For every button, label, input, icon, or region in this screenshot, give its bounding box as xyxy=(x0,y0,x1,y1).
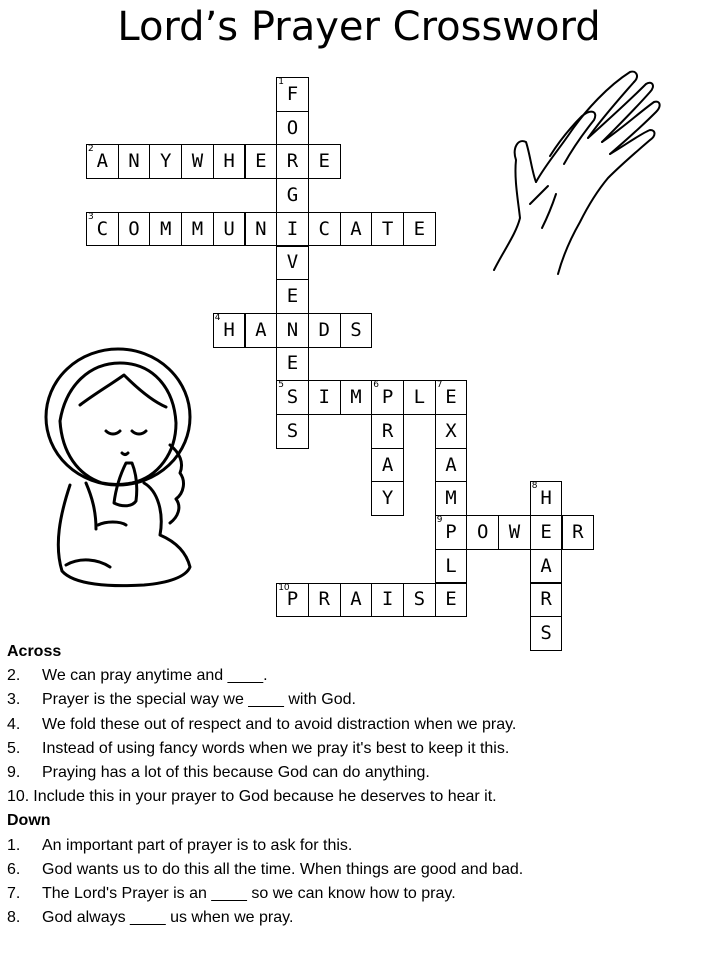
grid-cell[interactable] xyxy=(403,380,436,415)
cell-letter: S xyxy=(286,386,299,409)
grid-cell[interactable] xyxy=(562,515,595,550)
cell-letter: R xyxy=(381,419,394,442)
grid-cell[interactable] xyxy=(276,414,309,449)
cell-letter: O xyxy=(286,116,299,139)
cell-letter: H xyxy=(223,318,235,341)
cell-letter: L xyxy=(413,386,426,409)
grid-cell[interactable] xyxy=(276,144,309,179)
cell-letter: O xyxy=(128,217,140,240)
cell-letter: F xyxy=(286,82,299,105)
cell-letter: S xyxy=(350,318,362,341)
grid-cell[interactable] xyxy=(530,583,563,618)
clue-row xyxy=(7,761,707,785)
cell-letter: C xyxy=(318,217,330,240)
grid-cell[interactable] xyxy=(276,583,309,618)
page-title: Lord’s Prayer Crossword xyxy=(117,4,601,50)
cell-letter: R xyxy=(286,150,299,173)
cell-letter: G xyxy=(286,183,299,206)
clue-number: 4 xyxy=(214,312,221,323)
clue-num: 8. xyxy=(7,909,21,927)
clue-num: 2. xyxy=(7,667,21,685)
cell-letter: A xyxy=(350,588,362,611)
clue-number: 8 xyxy=(531,481,538,492)
cell-letter: C xyxy=(96,217,109,240)
clue-num: 6. xyxy=(7,860,21,878)
clue-row xyxy=(7,882,707,906)
clue-row xyxy=(7,858,707,882)
cell-letter: P xyxy=(445,520,457,543)
grid-cell[interactable] xyxy=(466,515,499,550)
cell-letter: X xyxy=(445,419,457,442)
grid-cell[interactable] xyxy=(435,549,468,584)
clue-text: We can pray anytime and ____. xyxy=(42,667,268,685)
grid-cell[interactable] xyxy=(371,212,404,247)
clue-num: 9. xyxy=(7,764,21,782)
grid-cell[interactable] xyxy=(435,481,468,516)
cell-letter: E xyxy=(413,217,426,240)
grid-cell[interactable] xyxy=(530,515,563,550)
clue-number: 6 xyxy=(373,380,380,391)
cell-letter: S xyxy=(413,588,426,611)
clue-row xyxy=(7,688,707,712)
cell-letter: E xyxy=(540,520,552,543)
clue-num: 1. xyxy=(7,836,21,854)
cell-letter: D xyxy=(318,318,330,341)
grid-cell[interactable] xyxy=(340,212,373,247)
clue-text: An important part of prayer is to ask for this. xyxy=(42,836,353,854)
cell-letter: I xyxy=(286,217,299,240)
cell-letter: V xyxy=(286,251,299,274)
grid-cell[interactable] xyxy=(308,212,341,247)
grid-cell[interactable] xyxy=(276,212,309,247)
cell-letter: S xyxy=(286,419,299,442)
clue-num: 4. xyxy=(7,715,21,733)
clue-text: Include this in your prayer to God because he deserves to hear it. xyxy=(33,788,497,806)
clue-text: Praying has a lot of this because God can do anything. xyxy=(42,764,430,782)
grid-cell[interactable] xyxy=(530,481,563,516)
cell-letter: R xyxy=(318,588,330,611)
cell-letter: H xyxy=(223,150,235,173)
grid-cell[interactable] xyxy=(435,414,468,449)
cell-letter: S xyxy=(540,622,552,645)
grid-cell[interactable] xyxy=(435,448,468,483)
clue-number: 1 xyxy=(278,77,284,87)
grid-cell[interactable] xyxy=(340,583,373,618)
cell-letter: A xyxy=(445,453,457,476)
cell-letter: Y xyxy=(381,487,394,510)
clue-text: God always ____ us when we pray. xyxy=(42,909,294,927)
grid-cell[interactable] xyxy=(498,515,531,550)
grid-cell[interactable] xyxy=(181,144,214,179)
grid-cell[interactable] xyxy=(276,77,309,112)
clue-number: 5 xyxy=(278,380,284,391)
cell-letter: A xyxy=(255,318,267,341)
grid-cell[interactable] xyxy=(371,583,404,618)
grid-cell[interactable] xyxy=(308,380,341,415)
clue-num: 5. xyxy=(7,739,21,757)
grid-cell[interactable] xyxy=(371,380,404,415)
grid-cell[interactable] xyxy=(86,212,119,247)
grid-cell[interactable] xyxy=(403,583,436,618)
cell-letter: N xyxy=(255,217,267,240)
clue-number: 9 xyxy=(436,515,443,526)
grid-cell[interactable] xyxy=(276,178,309,213)
cell-letter: E xyxy=(255,150,267,173)
clue-text: Prayer is the special way we ____ with God. xyxy=(42,691,356,709)
clue-row xyxy=(7,713,707,737)
cell-letter: A xyxy=(381,453,394,476)
cell-letter: M xyxy=(160,217,172,240)
grid-cell[interactable] xyxy=(371,448,404,483)
clue-row xyxy=(7,664,707,688)
cell-letter: E xyxy=(445,386,457,409)
cell-letter: R xyxy=(572,520,584,543)
cell-letter: E xyxy=(318,150,330,173)
cell-letter: I xyxy=(318,386,330,409)
cell-letter: P xyxy=(381,386,394,409)
praying-girl-illustration xyxy=(40,345,210,595)
cell-letter: A xyxy=(96,150,109,173)
grid-cell[interactable] xyxy=(276,380,309,415)
clue-text: The Lord's Prayer is an ____ so we can know how to pray. xyxy=(42,885,456,903)
cell-letter: M xyxy=(191,217,204,240)
grid-cell[interactable] xyxy=(308,144,341,179)
cell-letter: I xyxy=(381,588,394,611)
grid-cell[interactable] xyxy=(276,246,309,281)
clue-row xyxy=(7,906,707,930)
clue-row xyxy=(7,737,707,761)
grid-cell[interactable] xyxy=(340,380,373,415)
grid-cell[interactable] xyxy=(213,313,246,348)
grid-cell[interactable] xyxy=(181,212,214,247)
cell-letter: W xyxy=(508,520,521,543)
grid-cell[interactable] xyxy=(245,144,278,179)
cell-letter: T xyxy=(381,217,394,240)
grid-cell[interactable] xyxy=(276,347,309,382)
grid-cell[interactable] xyxy=(371,481,404,516)
clues-section xyxy=(7,640,707,930)
cell-letter: N xyxy=(286,318,299,341)
cell-letter: E xyxy=(286,352,299,375)
clue-number: 10 xyxy=(278,582,290,593)
cell-letter: N xyxy=(128,150,140,173)
cell-letter: M xyxy=(350,386,362,409)
grid-cell[interactable] xyxy=(118,212,151,247)
grid-cell[interactable] xyxy=(276,279,309,314)
grid-cell[interactable] xyxy=(118,144,151,179)
cell-letter: L xyxy=(445,554,457,577)
grid-cell[interactable] xyxy=(308,313,341,348)
down-clue-list xyxy=(7,834,707,931)
cell-letter: W xyxy=(191,150,204,173)
across-clue-list xyxy=(7,664,707,809)
grid-cell[interactable] xyxy=(245,212,278,247)
grid-cell[interactable] xyxy=(276,313,309,348)
grid-cell[interactable] xyxy=(308,583,341,618)
cell-letter: R xyxy=(540,588,552,611)
clue-num: 10. xyxy=(7,788,30,806)
cell-letter: P xyxy=(286,588,299,611)
grid-cell[interactable] xyxy=(213,144,246,179)
clue-text: We fold these out of respect and to avoid distraction when we pray. xyxy=(42,715,517,733)
grid-cell[interactable] xyxy=(435,583,468,618)
grid-cell[interactable] xyxy=(213,212,246,247)
cell-letter: A xyxy=(540,554,552,577)
clue-num: 3. xyxy=(7,691,21,709)
grid-cell[interactable] xyxy=(435,380,468,415)
grid-cell[interactable] xyxy=(530,549,563,584)
clue-row xyxy=(7,834,707,858)
praying-hands-illustration xyxy=(490,68,670,278)
down-heading: Down xyxy=(7,812,51,830)
clue-text: Instead of using fancy words when we pray it's best to keep it this. xyxy=(42,739,510,757)
grid-cell[interactable] xyxy=(371,414,404,449)
clue-number: 2 xyxy=(88,144,94,155)
cell-letter: E xyxy=(286,285,299,308)
cell-letter: H xyxy=(540,487,552,510)
grid-cell[interactable] xyxy=(149,144,182,179)
cell-letter: A xyxy=(350,217,362,240)
clue-number: 7 xyxy=(436,380,443,391)
grid-cell[interactable] xyxy=(245,313,278,348)
grid-cell[interactable] xyxy=(276,111,309,146)
clue-row xyxy=(7,785,707,809)
grid-cell[interactable] xyxy=(340,313,373,348)
cell-letter: E xyxy=(445,588,457,611)
cell-letter: Y xyxy=(160,150,172,173)
across-heading: Across xyxy=(7,643,62,660)
grid-cell[interactable] xyxy=(149,212,182,247)
grid-cell[interactable] xyxy=(86,144,119,179)
clue-number: 3 xyxy=(88,211,94,222)
clue-text: God wants us to do this all the time. When things are good and bad. xyxy=(42,860,524,878)
cell-letter: O xyxy=(477,520,489,543)
grid-cell[interactable] xyxy=(435,515,468,550)
clue-num: 7. xyxy=(7,885,21,903)
cell-letter: U xyxy=(223,217,235,240)
cell-letter: M xyxy=(445,487,457,510)
grid-cell[interactable] xyxy=(403,212,436,247)
